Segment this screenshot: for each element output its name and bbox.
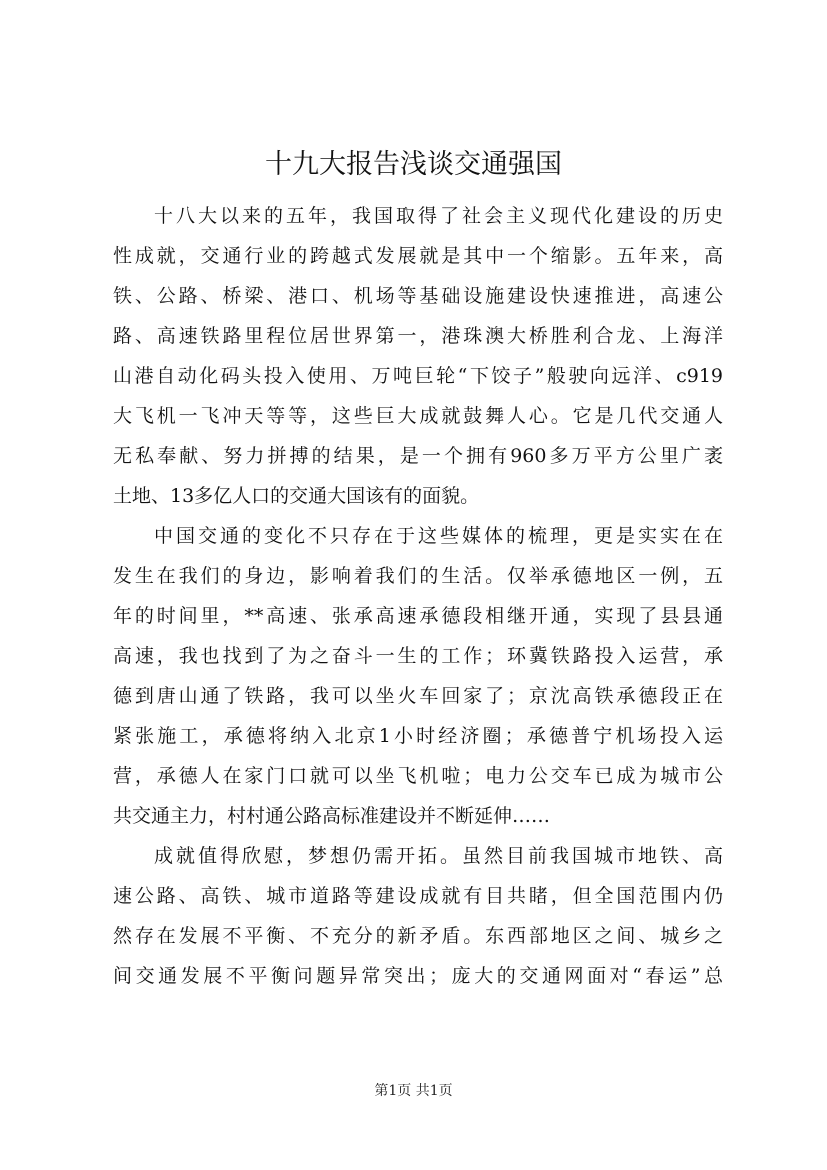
text-line: 速公路、高铁、城市道路等建设成就有目共睹，但全国范围内仍	[113, 885, 723, 907]
text-line: 中国交通的变化不只存在于这些媒体的梳理，更是实实在在	[154, 525, 723, 547]
text-line: 德到唐山通了铁路，我可以坐火车回家了；京沈高铁承德段正在	[113, 685, 723, 707]
text-line: 年的时间里，**高速、张承高速承德段相继开通，实现了县县通	[113, 605, 723, 627]
text-line: 高速，我也找到了为之奋斗一生的工作；环冀铁路投入运营，承	[113, 645, 723, 667]
paragraph-3	[113, 836, 723, 996]
document-body	[113, 196, 723, 996]
text-line: 山港自动化码头投入使用、万吨巨轮“下饺子”般驶向远洋、c919	[113, 365, 723, 387]
text-line: 性成就，交通行业的跨越式发展就是其中一个缩影。五年来，高	[113, 245, 723, 267]
paragraph-2	[113, 516, 723, 836]
text-line: 铁、公路、桥梁、港口、机场等基础设施建设快速推进，高速公	[113, 285, 723, 307]
text-line: 然存在发展不平衡、不充分的新矛盾。东西部地区之间、城乡之	[113, 925, 723, 947]
text-line: 营，承德人在家门口就可以坐飞机啦；电力公交车已成为城市公	[113, 765, 723, 787]
text-line: 路、高速铁路里程位居世界第一，港珠澳大桥胜利合龙、上海洋	[113, 325, 723, 347]
document-title: 十九大报告浅谈交通强国	[265, 149, 562, 180]
text-line: 间交通发展不平衡问题异常突出；庞大的交通网面对“春运”总	[113, 965, 723, 987]
text-line: 大飞机一飞冲天等等，这些巨大成就鼓舞人心。它是几代交通人	[113, 405, 723, 427]
paragraph-1	[113, 196, 723, 516]
page-number-footer: 第1页 共1页	[374, 1083, 453, 1099]
text-line: 紧张施工，承德将纳入北京1小时经济圈；承德普宁机场投入运	[113, 725, 723, 747]
text-line: 共交通主力，村村通公路高标准建设并不断延伸……	[113, 805, 551, 827]
text-line: 发生在我们的身边，影响着我们的生活。仅举承德地区一例，五	[113, 565, 723, 587]
text-line: 土地、13多亿人口的交通大国该有的面貌。	[113, 485, 480, 507]
text-line: 成就值得欣慰，梦想仍需开拓。虽然目前我国城市地铁、高	[154, 845, 723, 867]
text-line: 无私奉献、努力拼搏的结果，是一个拥有960多万平方公里广袤	[113, 445, 723, 467]
text-line: 十八大以来的五年，我国取得了社会主义现代化建设的历史	[154, 205, 723, 227]
